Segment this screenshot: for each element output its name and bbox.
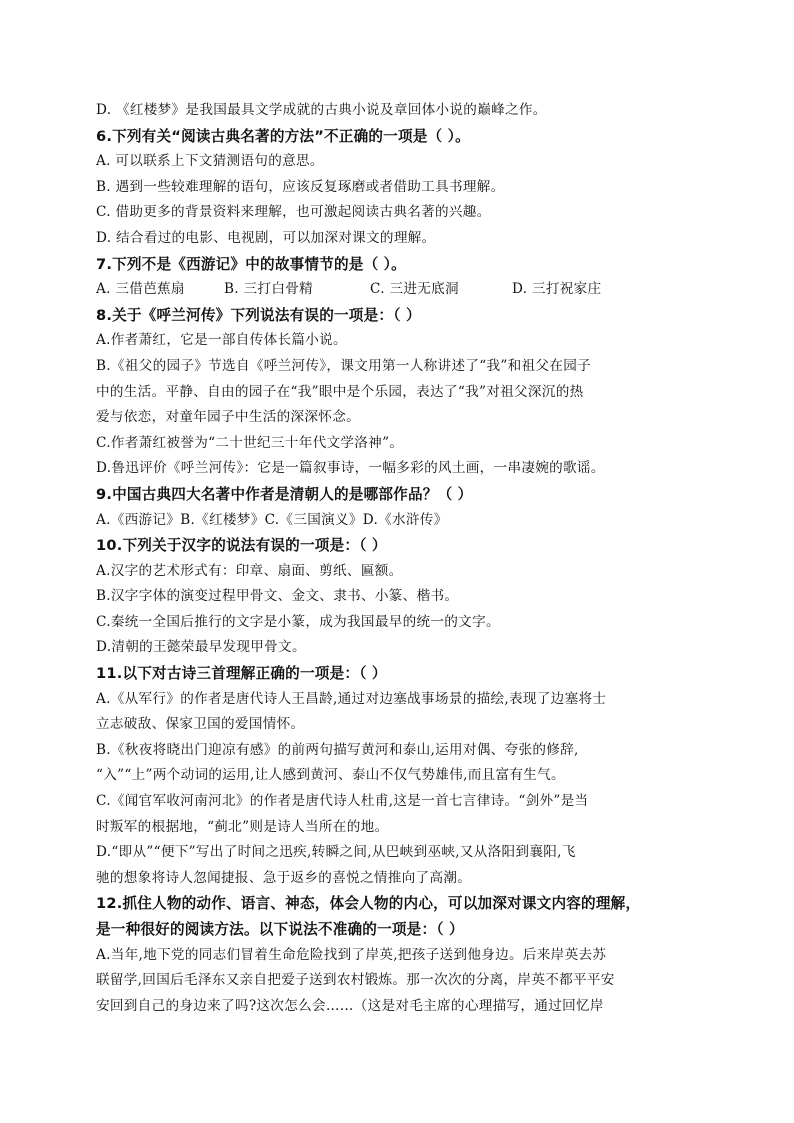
q12-line: 安回到自己的身边来了吗?这次怎么会……（这是对毛主席的心理描写，通过回忆岸 (96, 997, 604, 1014)
q11-line: B.《秋夜将晓出门迎凉有感》的前两句描写黄河和泰山,运用对偶、夸张的修辞, (96, 741, 579, 758)
q6-option-b: B. 遇到一些较难理解的语句，应该反复琢磨或者借助工具书理解。 (96, 178, 505, 195)
q11-line: 驰的想象将诗人忽闻捷报、急于返乡的喜悦之情推向了高潮。 (96, 869, 472, 886)
q10-line: B.汉字字体的演变过程甲骨文、金文、隶书、小篆、楷书。 (96, 588, 459, 605)
q7-option-b: B. 三打白骨精 (224, 281, 313, 298)
exam-page (96, 98, 696, 1019)
q12-line: A.当年,地下党的同志们冒着生命危险找到了岸英,把孩子送到他身边。后来岸英去苏 (96, 946, 607, 963)
q5-option-d: D. 《红楼梦》是我国最具文学成就的古典小说及章回体小说的巅峰之作。 (96, 102, 547, 118)
q8-stem: 8.关于《呼兰河传》下列说法有误的一项是：（ ） (96, 306, 421, 324)
q6-option-a: A. 可以联系上下文猜测语句的意思。 (96, 153, 324, 170)
q11-line: “入”“上”两个动词的运用,让人感到黄河、泰山不仅气势雄伟,而且富有生气。 (96, 767, 565, 784)
q12-line: 联留学,回国后毛泽东又亲自把爱子送到农村锻炼。那一次次的分离，岸英不都平平安 (96, 972, 615, 989)
q7-stem: 7.下列不是《西游记》中的故事情节的是（ ）。 (96, 255, 406, 273)
q11-line: D.“即从”“便下”写出了时间之迅疾,转瞬之间,从巴峡到巫峡,又从洛阳到襄阳,飞 (96, 844, 576, 861)
q11-line: 立志破敌、保家卫国的爱国情怀。 (96, 716, 305, 733)
q10-line: C.秦统一全国后推行的文字是小篆，成为我国最早的统一的文字。 (96, 613, 500, 630)
q9-options: A.《西游记》B.《红楼梦》C.《三国演义》D.《水浒传》 (96, 511, 448, 528)
q8-line: A.作者萧红，它是一部自传体长篇小说。 (96, 332, 347, 349)
q7-option-d: D. 三打祝家庄 (512, 281, 602, 298)
q6-option-c: C. 借助更多的背景资料来理解，也可激起阅读古典名著的兴趣。 (96, 204, 491, 221)
q6-option-d: D. 结合看过的电影、电视剧，可以加深对课文的理解。 (96, 229, 436, 246)
q11-stem: 11.以下对古诗三首理解正确的一项是：（ ） (96, 665, 387, 683)
q12-stem: 12.抓住人物的动作、语言、神态，体会人物的内心，可以加深对课文内容的理解， (96, 895, 641, 913)
q10-line: D.清朝的王懿荣最早发现甲骨文。 (96, 639, 306, 656)
q10-stem: 10.下列关于汉字的说法有误的一项是：（ ） (96, 537, 387, 555)
q7-options (96, 277, 696, 303)
q7-option-a: A. 三借芭蕉扇 (96, 281, 185, 298)
q12-stem: 是一种很好的阅读方法。以下说法不准确的一项是：（ ） (96, 921, 464, 938)
q8-line: B.《祖父的园子》节选自《呼兰河传》，课文用第一人称讲述了“我”和祖父在园子 (96, 357, 591, 374)
q11-line: A.《从军行》的作者是唐代诗人王昌龄,通过对边塞战事场景的描绘,表现了边塞将士 (96, 690, 607, 707)
q6-stem: 6.下列有关“阅读古典名著的方法”不正确的一项是（ ）。 (96, 127, 470, 145)
q11-line: C.《闻官军收河南河北》的作者是唐代诗人杜甫,这是一首七言律诗。“剑外”是当 (96, 793, 589, 810)
q8-line: 爱与依恋，对童年园子中生活的深深怀念。 (96, 409, 360, 426)
q8-line: 中的生活。平静、自由的园子在“我”眼中是个乐园，表达了“我”对祖父深沉的热 (96, 383, 584, 400)
q10-line: A.汉字的艺术形式有：印章、扇面、剪纸、匾额。 (96, 562, 403, 579)
q8-line: D.鲁迅评价《呼兰河传》：它是一篇叙事诗，一幅多彩的风土画，一串凄婉的歌谣。 (96, 460, 605, 477)
q9-stem: 9.中国古典四大名著中作者是清朝人的是哪部作品？（ ） (96, 485, 473, 503)
q8-line: C.作者萧红被誉为“二十世纪三十年代文学洛神”。 (96, 434, 404, 451)
q11-line: 时叛军的根据地，“蓟北”则是诗人当所在的地。 (96, 818, 389, 835)
q7-option-c: C. 三进无底洞 (370, 281, 459, 298)
